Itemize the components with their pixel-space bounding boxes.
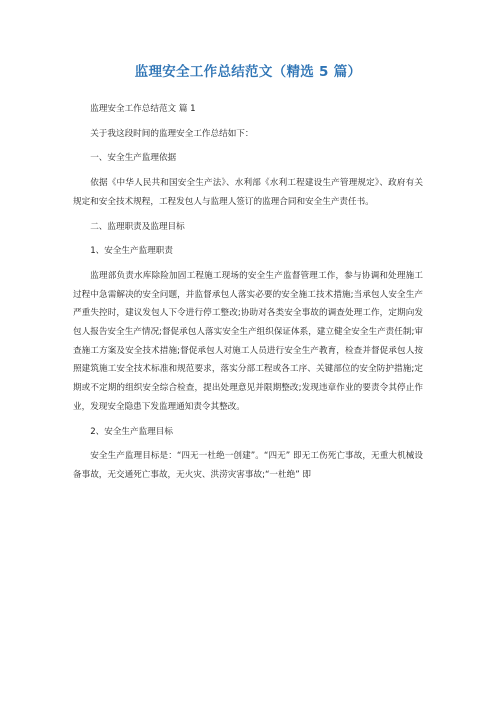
body-paragraph: 安全生产监理目标是：“四无一杜绝一创建”。“四无” 即无工伤死亡事故，无重大机械设备事故，无交通死亡事故，无火灾、洪涝灾害事故;“一杜绝” 即 [73, 451, 423, 480]
document-title: 监理安全工作总结范文（精选 5 篇） [134, 64, 362, 80]
body-paragraph: 监理部负责水库除险加固工程施工现场的安全生产监督管理工作，参与协调和处理施工过程中急需解决的安全问题，并监督承包人落实必要的安全施工技术措施;当承包人安全生产严重失控时，建议发包人下令进行停工整改;协助对各类安全事故的调查处理工作，定期向发包人报告安全生产情况;督促承包人落实安全生产组织保证体系，建立健全安全生产责任制;审查施工方案及安全技术措施;督促承包人对施工人员进行安全生产教育，检查并督促承包人按照建筑施工安全技术标准和规范要求，落实分部工程或各工序、关键部位的安全防护措施;定期或不定期的组织安全综合检查，提出处理意见并限期整改;发现违章作业的要责令其停止作业，发现安全隐患下发监理通知责令其整改。 [73, 270, 423, 412]
section-heading: 监理安全工作总结范文 篇 1 [90, 104, 196, 114]
intro-paragraph: 关于我这段时间的监理安全工作总结如下： [90, 128, 254, 139]
section-heading: 一、安全生产监理依据 [90, 153, 177, 164]
section-heading: 二、监理职责及监理目标 [90, 221, 185, 232]
subsection-heading: 1、安全生产监理职责 [90, 246, 173, 257]
body-paragraph: 依据《中华人民共和国安全生产法》、水利部《水利工程建设生产管理规定》、政府有关规定和安全技术规程，工程发包人与监理人签订的监理合同和安全生产责任书。 [73, 178, 423, 207]
subsection-heading: 2、安全生产监理目标 [90, 426, 173, 437]
